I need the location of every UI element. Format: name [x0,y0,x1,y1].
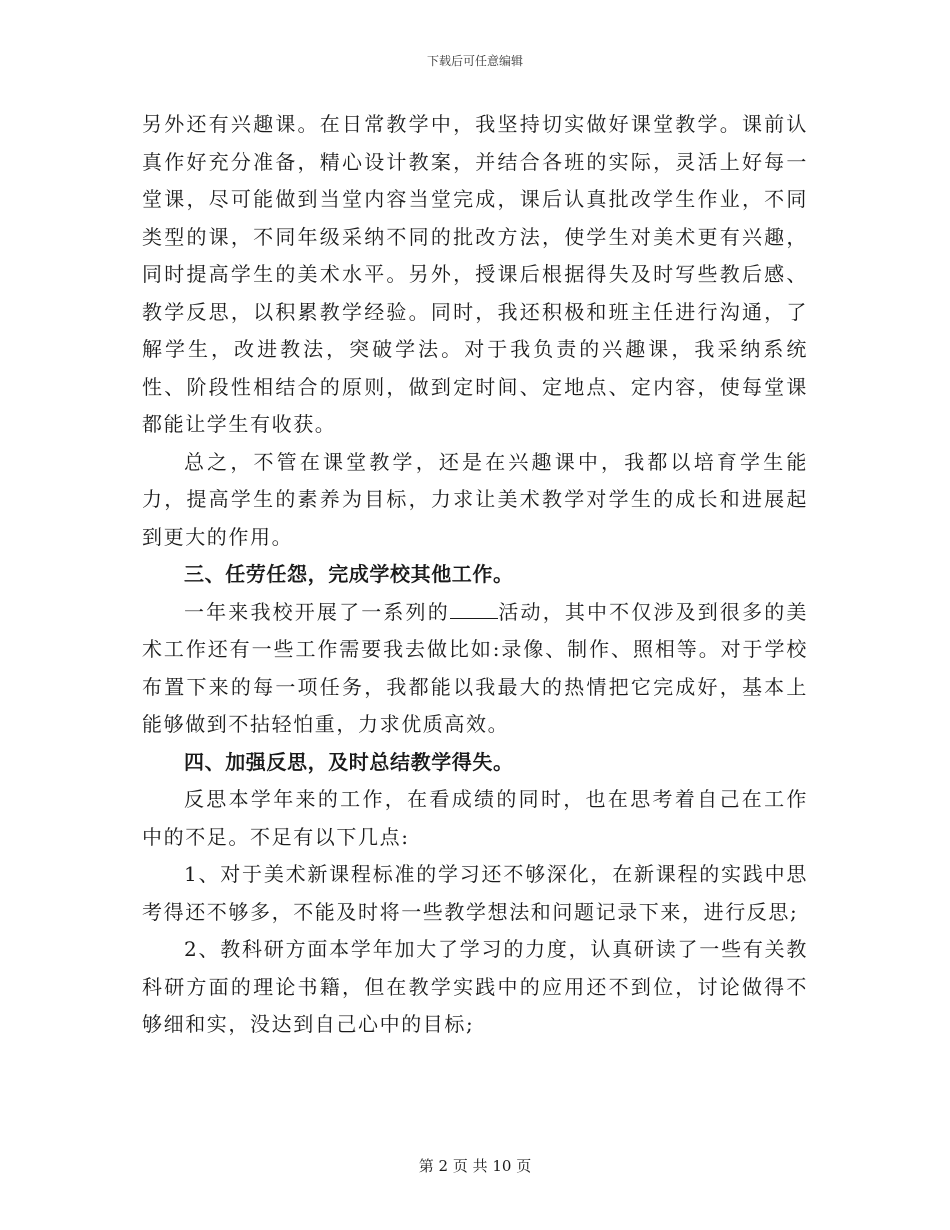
paragraph-summary: 总之，不管在课堂教学，还是在兴趣课中，我都以培育学生能力，提高学生的素养为目标，力求让美术教学对学生的成长和进展起到更大的作用。 [142,449,808,549]
list-item-2: 2、教科研方面本学年加大了学习的力度，认真研读了一些有关教科研方面的理论书籍，但在教学实践中的应用还不到位，讨论做得不够细和实，没达到自己心中的目标; [142,937,808,1036]
document-body [142,106,808,1044]
paragraph-school-work [142,594,808,744]
section-heading-4: 四、加强反思，及时总结教学得失。 [184,749,514,774]
page-header-note: 下载后可任意编辑 [426,54,523,68]
paragraph-reflection: 反思本学年来的工作，在看成绩的同时，也在思考着自己在工作中的不足。不足有以下几点: [142,787,808,849]
school-work-text-start: 一年来我校开展了一系列的 [184,599,450,624]
page-number: 第 2 页 共 10 页 [418,1157,532,1175]
school-work-text-end: 活动，其中不仅涉及到很多的美术工作还有一些工作需要我去做比如:录像、制作、照相等。对于学校布置下来的每一项任务，我都能以我最大的热情把它完成好，基本上能够做到不拈轻怕重，力求优质高效。 [142,599,808,736]
paragraph-interest-class: 另外还有兴趣课。在日常教学中，我坚持切实做好课堂教学。课前认真作好充分准备，精心设计教案，并结合各班的实际，灵活上好每一堂课，尽可能做到当堂内容当堂完成，课后认真批改学生作业，不同类型的课，不同年级采纳不同的批改方法，使学生对美术更有兴趣，同时提高学生的美术水平。另外，授课后根据得失及时写些教后感、教学反思，以积累教学经验。同时，我还积极和班主任进行沟通，了解学生，改进教法，突破学法。对于我负责的兴趣课，我采纳系统性、阶段性相结合的原则，做到定时间、定地点、定内容，使每堂课都能让学生有收获。 [142,112,808,436]
fill-in-blank [450,600,498,619]
section-heading-3: 三、任劳任怨，完成学校其他工作。 [184,562,514,586]
list-item-1: 1、对于美术新课程标准的学习还不够深化，在新课程的实践中思考得还不够多，不能及时将一些教学想法和问题记录下来，进行反思; [142,862,808,924]
